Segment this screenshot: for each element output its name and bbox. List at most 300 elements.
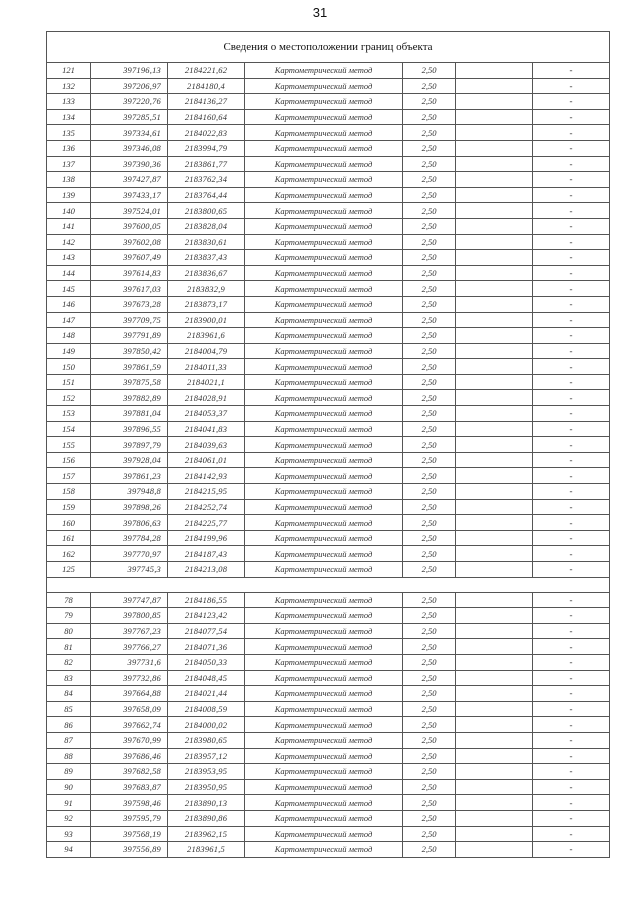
cell-point-number: 148	[47, 328, 91, 344]
cell-accuracy: 2,50	[403, 779, 456, 795]
cell-point-number: 89	[47, 764, 91, 780]
cell-point-number: 86	[47, 717, 91, 733]
cell-description	[456, 639, 533, 655]
cell-description	[456, 390, 533, 406]
cell-x-coordinate: 397220,76	[91, 94, 168, 110]
cell-x-coordinate: 397731,6	[91, 654, 168, 670]
cell-accuracy: 2,50	[403, 546, 456, 562]
cell-x-coordinate: 397664,88	[91, 686, 168, 702]
table-row	[47, 779, 610, 795]
cell-y-coordinate: 2184225,77	[168, 515, 245, 531]
cell-x-coordinate: 397524,01	[91, 203, 168, 219]
table-row	[47, 623, 610, 639]
cell-description	[456, 374, 533, 390]
cell-description	[456, 343, 533, 359]
cell-method: Картометрический метод	[245, 374, 403, 390]
cell-description	[456, 172, 533, 188]
cell-x-coordinate: 397614,83	[91, 265, 168, 281]
cell-note: -	[533, 63, 610, 79]
cell-description	[456, 203, 533, 219]
cell-description	[456, 608, 533, 624]
cell-y-coordinate: 2184028,91	[168, 390, 245, 406]
cell-accuracy: 2,50	[403, 795, 456, 811]
cell-x-coordinate: 397861,23	[91, 468, 168, 484]
cell-point-number: 162	[47, 546, 91, 562]
cell-point-number: 85	[47, 701, 91, 717]
cell-x-coordinate: 397896,55	[91, 421, 168, 437]
cell-point-number: 121	[47, 63, 91, 79]
cell-point-number: 150	[47, 359, 91, 375]
cell-x-coordinate: 397658,09	[91, 701, 168, 717]
cell-description	[456, 94, 533, 110]
cell-y-coordinate: 2183980,65	[168, 732, 245, 748]
cell-method: Картометрический метод	[245, 203, 403, 219]
cell-accuracy: 2,50	[403, 172, 456, 188]
cell-method: Картометрический метод	[245, 390, 403, 406]
table-title-row	[47, 32, 610, 63]
separator-cell	[91, 577, 168, 592]
cell-x-coordinate: 397806,63	[91, 515, 168, 531]
cell-x-coordinate: 397568,19	[91, 826, 168, 842]
cell-note: -	[533, 639, 610, 655]
cell-note: -	[533, 125, 610, 141]
cell-note: -	[533, 140, 610, 156]
cell-x-coordinate: 397861,59	[91, 359, 168, 375]
cell-point-number: 84	[47, 686, 91, 702]
cell-x-coordinate: 397595,79	[91, 810, 168, 826]
cell-y-coordinate: 2184123,42	[168, 608, 245, 624]
table-row	[47, 732, 610, 748]
cell-description	[456, 686, 533, 702]
table-row	[47, 546, 610, 562]
cell-x-coordinate: 397747,87	[91, 592, 168, 608]
cell-y-coordinate: 2184039,63	[168, 437, 245, 453]
cell-note: -	[533, 748, 610, 764]
cell-y-coordinate: 2184022,83	[168, 125, 245, 141]
cell-note: -	[533, 732, 610, 748]
cell-method: Картометрический метод	[245, 546, 403, 562]
cell-x-coordinate: 397875,58	[91, 374, 168, 390]
cell-description	[456, 623, 533, 639]
cell-x-coordinate: 397206,97	[91, 78, 168, 94]
cell-accuracy: 2,50	[403, 125, 456, 141]
table-row	[47, 234, 610, 250]
cell-method: Картометрический метод	[245, 234, 403, 250]
table-row	[47, 359, 610, 375]
cell-accuracy: 2,50	[403, 499, 456, 515]
cell-note: -	[533, 764, 610, 780]
cell-note: -	[533, 265, 610, 281]
cell-y-coordinate: 2184187,43	[168, 546, 245, 562]
cell-note: -	[533, 374, 610, 390]
table-row	[47, 94, 610, 110]
cell-point-number: 140	[47, 203, 91, 219]
cell-point-number: 91	[47, 795, 91, 811]
cell-note: -	[533, 296, 610, 312]
cell-accuracy: 2,50	[403, 530, 456, 546]
cell-point-number: 138	[47, 172, 91, 188]
cell-description	[456, 328, 533, 344]
cell-x-coordinate: 397850,42	[91, 343, 168, 359]
table-row	[47, 265, 610, 281]
cell-method: Картометрический метод	[245, 686, 403, 702]
cell-x-coordinate: 397196,13	[91, 63, 168, 79]
cell-point-number: 151	[47, 374, 91, 390]
cell-method: Картометрический метод	[245, 530, 403, 546]
cell-description	[456, 312, 533, 328]
table-title: Сведения о местоположении границ объекта	[47, 32, 610, 63]
cell-y-coordinate: 2183861,77	[168, 156, 245, 172]
table-row	[47, 125, 610, 141]
separator-cell	[403, 577, 456, 592]
cell-description	[456, 452, 533, 468]
cell-x-coordinate: 397683,87	[91, 779, 168, 795]
cell-note: -	[533, 826, 610, 842]
cell-accuracy: 2,50	[403, 764, 456, 780]
table-row	[47, 562, 610, 578]
cell-note: -	[533, 717, 610, 733]
cell-method: Картометрический метод	[245, 265, 403, 281]
cell-point-number: 136	[47, 140, 91, 156]
table-row	[47, 343, 610, 359]
cell-accuracy: 2,50	[403, 203, 456, 219]
cell-description	[456, 546, 533, 562]
cell-x-coordinate: 397898,26	[91, 499, 168, 515]
cell-x-coordinate: 397767,23	[91, 623, 168, 639]
cell-y-coordinate: 2183961,6	[168, 328, 245, 344]
table-row	[47, 826, 610, 842]
table-row	[47, 717, 610, 733]
table-row	[47, 390, 610, 406]
cell-point-number: 90	[47, 779, 91, 795]
cell-description	[456, 826, 533, 842]
cell-method: Картометрический метод	[245, 717, 403, 733]
cell-accuracy: 2,50	[403, 312, 456, 328]
cell-point-number: 125	[47, 562, 91, 578]
cell-method: Картометрический метод	[245, 499, 403, 515]
table-row	[47, 374, 610, 390]
cell-y-coordinate: 2184008,59	[168, 701, 245, 717]
cell-note: -	[533, 203, 610, 219]
table-row	[47, 484, 610, 500]
cell-y-coordinate: 2183957,12	[168, 748, 245, 764]
cell-point-number: 78	[47, 592, 91, 608]
table-row	[47, 63, 610, 79]
cell-note: -	[533, 359, 610, 375]
cell-y-coordinate: 2184011,33	[168, 359, 245, 375]
cell-method: Картометрический метод	[245, 63, 403, 79]
separator-cell	[47, 577, 91, 592]
cell-point-number: 159	[47, 499, 91, 515]
cell-y-coordinate: 2184180,4	[168, 78, 245, 94]
cell-y-coordinate: 2184061,01	[168, 452, 245, 468]
cell-x-coordinate: 397709,75	[91, 312, 168, 328]
cell-y-coordinate: 2183953,95	[168, 764, 245, 780]
cell-accuracy: 2,50	[403, 265, 456, 281]
group-separator-row	[47, 577, 610, 592]
cell-x-coordinate: 397673,28	[91, 296, 168, 312]
cell-description	[456, 218, 533, 234]
table-row	[47, 437, 610, 453]
cell-accuracy: 2,50	[403, 296, 456, 312]
cell-point-number: 154	[47, 421, 91, 437]
cell-description	[456, 499, 533, 515]
cell-y-coordinate: 2183900,01	[168, 312, 245, 328]
cell-x-coordinate: 397897,79	[91, 437, 168, 453]
cell-note: -	[533, 452, 610, 468]
cell-point-number: 142	[47, 234, 91, 250]
cell-x-coordinate: 397682,58	[91, 764, 168, 780]
cell-method: Картометрический метод	[245, 281, 403, 297]
cell-point-number: 79	[47, 608, 91, 624]
cell-description	[456, 359, 533, 375]
cell-note: -	[533, 390, 610, 406]
cell-method: Картометрический метод	[245, 623, 403, 639]
table-row	[47, 654, 610, 670]
table-row	[47, 530, 610, 546]
cell-description	[456, 562, 533, 578]
cell-accuracy: 2,50	[403, 187, 456, 203]
cell-x-coordinate: 397285,51	[91, 109, 168, 125]
cell-point-number: 80	[47, 623, 91, 639]
cell-point-number: 152	[47, 390, 91, 406]
cell-x-coordinate: 397732,86	[91, 670, 168, 686]
cell-y-coordinate: 2183837,43	[168, 250, 245, 266]
table-row	[47, 748, 610, 764]
cell-y-coordinate: 2184021,44	[168, 686, 245, 702]
cell-method: Картометрический метод	[245, 328, 403, 344]
cell-note: -	[533, 421, 610, 437]
cell-method: Картометрический метод	[245, 421, 403, 437]
cell-y-coordinate: 2184004,79	[168, 343, 245, 359]
cell-description	[456, 732, 533, 748]
cell-description	[456, 468, 533, 484]
cell-note: -	[533, 250, 610, 266]
cell-accuracy: 2,50	[403, 639, 456, 655]
cell-method: Картометрический метод	[245, 810, 403, 826]
cell-note: -	[533, 406, 610, 422]
cell-note: -	[533, 187, 610, 203]
cell-method: Картометрический метод	[245, 452, 403, 468]
cell-note: -	[533, 468, 610, 484]
cell-point-number: 146	[47, 296, 91, 312]
cell-description	[456, 234, 533, 250]
cell-accuracy: 2,50	[403, 592, 456, 608]
cell-point-number: 147	[47, 312, 91, 328]
table-row	[47, 810, 610, 826]
cell-method: Картометрический метод	[245, 156, 403, 172]
cell-accuracy: 2,50	[403, 234, 456, 250]
cell-point-number: 157	[47, 468, 91, 484]
cell-accuracy: 2,50	[403, 452, 456, 468]
cell-x-coordinate: 397766,27	[91, 639, 168, 655]
cell-note: -	[533, 530, 610, 546]
cell-y-coordinate: 2184142,93	[168, 468, 245, 484]
cell-accuracy: 2,50	[403, 701, 456, 717]
cell-note: -	[533, 94, 610, 110]
cell-x-coordinate: 397600,05	[91, 218, 168, 234]
cell-description	[456, 748, 533, 764]
cell-note: -	[533, 343, 610, 359]
cell-x-coordinate: 397598,46	[91, 795, 168, 811]
table-row	[47, 203, 610, 219]
cell-point-number: 82	[47, 654, 91, 670]
cell-note: -	[533, 172, 610, 188]
cell-point-number: 141	[47, 218, 91, 234]
cell-description	[456, 484, 533, 500]
cell-accuracy: 2,50	[403, 810, 456, 826]
table-row	[47, 78, 610, 94]
cell-method: Картометрический метод	[245, 187, 403, 203]
table-row	[47, 499, 610, 515]
cell-method: Картометрический метод	[245, 343, 403, 359]
cell-note: -	[533, 281, 610, 297]
cell-method: Картометрический метод	[245, 748, 403, 764]
cell-note: -	[533, 779, 610, 795]
cell-accuracy: 2,50	[403, 748, 456, 764]
cell-point-number: 144	[47, 265, 91, 281]
cell-note: -	[533, 810, 610, 826]
cell-point-number: 132	[47, 78, 91, 94]
cell-y-coordinate: 2183890,86	[168, 810, 245, 826]
cell-point-number: 133	[47, 94, 91, 110]
cell-x-coordinate: 397346,08	[91, 140, 168, 156]
cell-description	[456, 654, 533, 670]
table-row	[47, 109, 610, 125]
cell-note: -	[533, 608, 610, 624]
cell-x-coordinate: 397791,89	[91, 328, 168, 344]
cell-method: Картометрический метод	[245, 125, 403, 141]
cell-method: Картометрический метод	[245, 296, 403, 312]
cell-accuracy: 2,50	[403, 717, 456, 733]
cell-note: -	[533, 623, 610, 639]
cell-y-coordinate: 2183762,34	[168, 172, 245, 188]
cell-description	[456, 515, 533, 531]
cell-description	[456, 109, 533, 125]
cell-description	[456, 592, 533, 608]
table-row	[47, 795, 610, 811]
cell-point-number: 158	[47, 484, 91, 500]
cell-x-coordinate: 397602,08	[91, 234, 168, 250]
cell-method: Картометрический метод	[245, 701, 403, 717]
cell-y-coordinate: 2184077,54	[168, 623, 245, 639]
cell-note: -	[533, 109, 610, 125]
table-row	[47, 764, 610, 780]
cell-note: -	[533, 312, 610, 328]
cell-method: Картометрический метод	[245, 94, 403, 110]
cell-accuracy: 2,50	[403, 421, 456, 437]
cell-method: Картометрический метод	[245, 172, 403, 188]
cell-y-coordinate: 2183836,67	[168, 265, 245, 281]
cell-x-coordinate: 397745,3	[91, 562, 168, 578]
cell-point-number: 160	[47, 515, 91, 531]
cell-accuracy: 2,50	[403, 686, 456, 702]
cell-x-coordinate: 397334,61	[91, 125, 168, 141]
cell-description	[456, 63, 533, 79]
cell-description	[456, 764, 533, 780]
cell-point-number: 155	[47, 437, 91, 453]
cell-point-number: 93	[47, 826, 91, 842]
cell-y-coordinate: 2184213,08	[168, 562, 245, 578]
cell-method: Картометрический метод	[245, 795, 403, 811]
table-row	[47, 842, 610, 858]
table-row	[47, 592, 610, 608]
cell-description	[456, 125, 533, 141]
cell-y-coordinate: 2183828,04	[168, 218, 245, 234]
cell-accuracy: 2,50	[403, 842, 456, 858]
cell-accuracy: 2,50	[403, 406, 456, 422]
cell-y-coordinate: 2184221,62	[168, 63, 245, 79]
cell-method: Картометрический метод	[245, 779, 403, 795]
cell-x-coordinate: 397928,04	[91, 452, 168, 468]
cell-description	[456, 187, 533, 203]
cell-description	[456, 437, 533, 453]
cell-y-coordinate: 2184186,55	[168, 592, 245, 608]
cell-note: -	[533, 515, 610, 531]
cell-accuracy: 2,50	[403, 374, 456, 390]
cell-point-number: 149	[47, 343, 91, 359]
cell-note: -	[533, 234, 610, 250]
cell-accuracy: 2,50	[403, 390, 456, 406]
cell-method: Картометрический метод	[245, 468, 403, 484]
cell-description	[456, 140, 533, 156]
cell-point-number: 153	[47, 406, 91, 422]
cell-y-coordinate: 2184071,36	[168, 639, 245, 655]
cell-x-coordinate: 397427,87	[91, 172, 168, 188]
cell-method: Картометрический метод	[245, 562, 403, 578]
cell-note: -	[533, 499, 610, 515]
cell-point-number: 143	[47, 250, 91, 266]
cell-accuracy: 2,50	[403, 732, 456, 748]
cell-note: -	[533, 78, 610, 94]
cell-x-coordinate: 397882,89	[91, 390, 168, 406]
cell-x-coordinate: 397390,36	[91, 156, 168, 172]
cell-y-coordinate: 2184215,95	[168, 484, 245, 500]
cell-y-coordinate: 2183764,44	[168, 187, 245, 203]
cell-y-coordinate: 2184252,74	[168, 499, 245, 515]
cell-method: Картометрический метод	[245, 842, 403, 858]
cell-y-coordinate: 2183961,5	[168, 842, 245, 858]
table-row	[47, 468, 610, 484]
separator-cell	[245, 577, 403, 592]
cell-method: Картометрический метод	[245, 406, 403, 422]
cell-accuracy: 2,50	[403, 484, 456, 500]
cell-note: -	[533, 546, 610, 562]
cell-x-coordinate: 397556,89	[91, 842, 168, 858]
cell-y-coordinate: 2184053,37	[168, 406, 245, 422]
cell-note: -	[533, 701, 610, 717]
cell-description	[456, 795, 533, 811]
cell-accuracy: 2,50	[403, 826, 456, 842]
cell-description	[456, 842, 533, 858]
cell-accuracy: 2,50	[403, 156, 456, 172]
cell-point-number: 83	[47, 670, 91, 686]
table-row	[47, 608, 610, 624]
cell-y-coordinate: 2184199,96	[168, 530, 245, 546]
cell-note: -	[533, 484, 610, 500]
cell-note: -	[533, 842, 610, 858]
cell-point-number: 137	[47, 156, 91, 172]
cell-method: Картометрический метод	[245, 140, 403, 156]
cell-accuracy: 2,50	[403, 623, 456, 639]
cell-description	[456, 156, 533, 172]
cell-y-coordinate: 2183832,9	[168, 281, 245, 297]
cell-description	[456, 265, 533, 281]
cell-point-number: 94	[47, 842, 91, 858]
cell-accuracy: 2,50	[403, 140, 456, 156]
cell-description	[456, 406, 533, 422]
cell-y-coordinate: 2184041,83	[168, 421, 245, 437]
